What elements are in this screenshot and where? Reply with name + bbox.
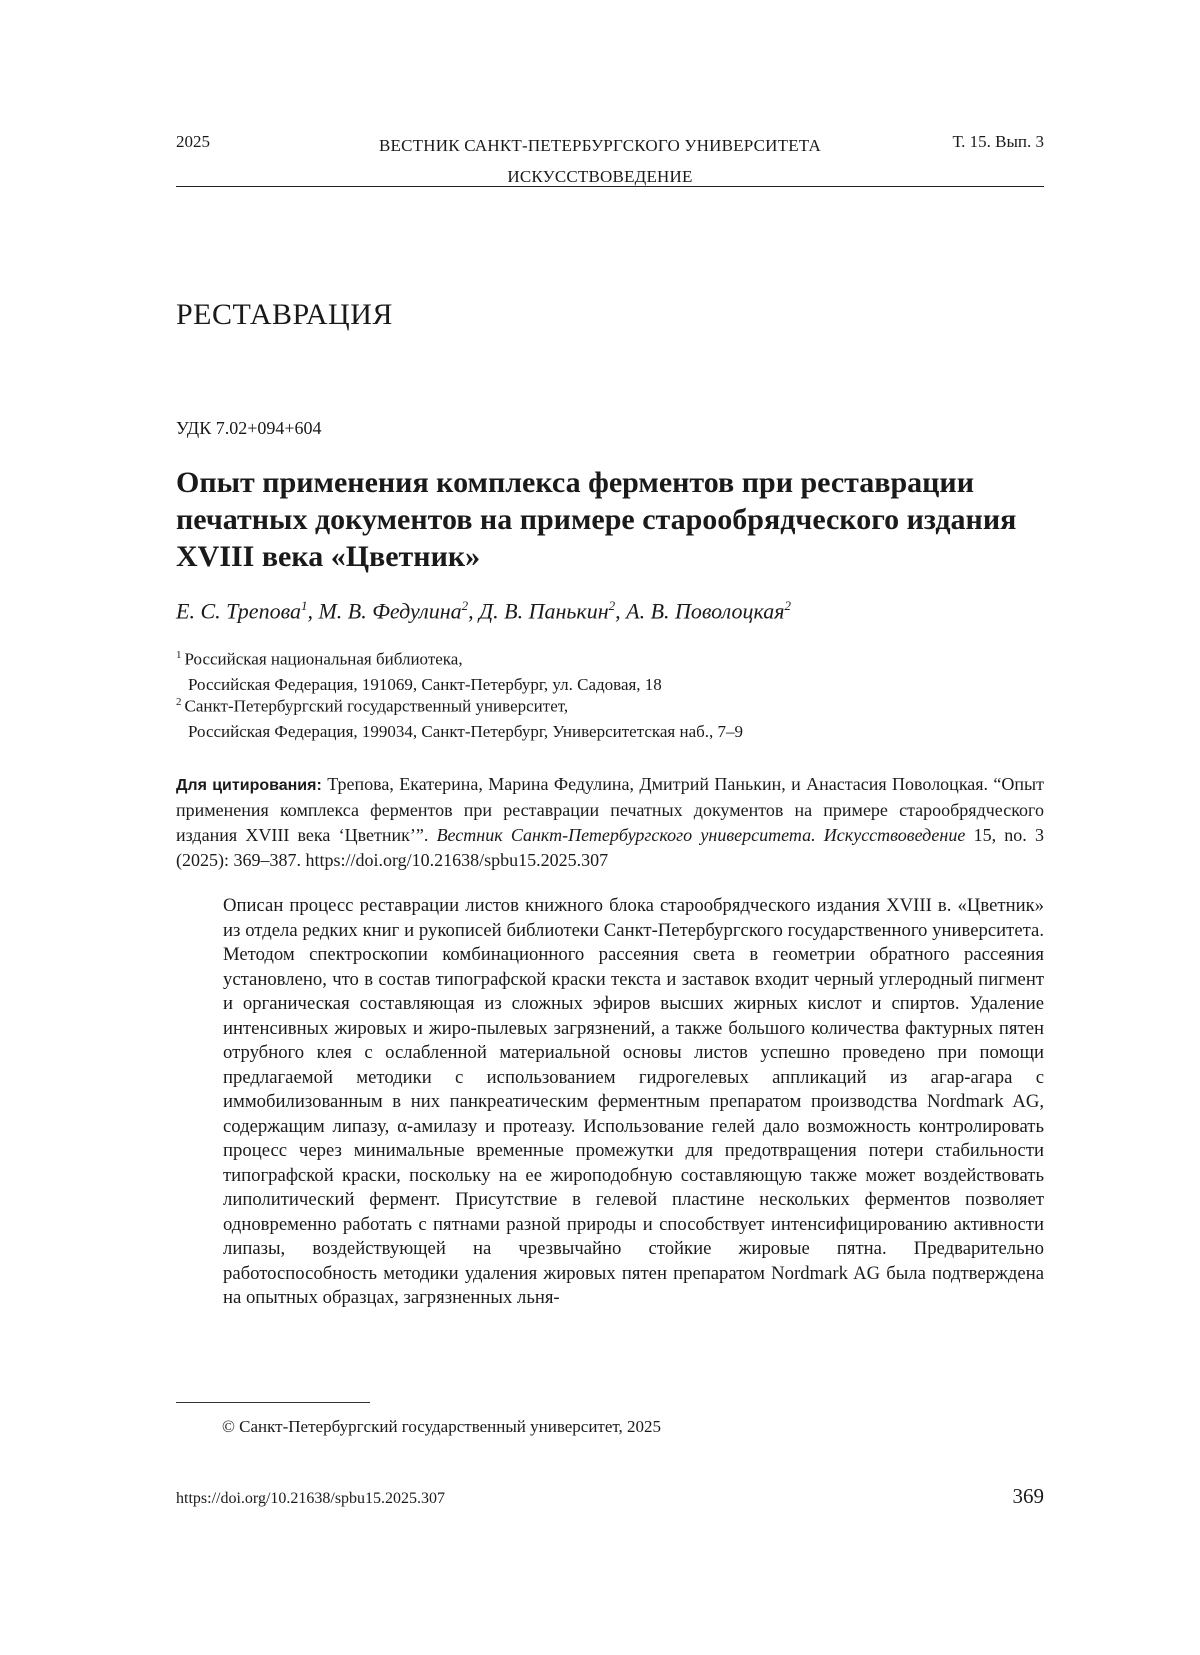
author-affil-ref: 1 [300, 598, 308, 613]
author-affil-ref: 2 [784, 598, 791, 613]
affiliation-org: Санкт-Петербургский государственный университет, [184, 696, 569, 716]
article-title: Опыт применения комплекса ферментов при реставрации печатных документов на примере старообрядческого издания XVIII века «Цветник» [176, 466, 1017, 573]
affiliation [176, 690, 1036, 744]
author-name: А. В. Поволоцкая [626, 598, 785, 624]
footnote-divider [176, 1402, 370, 1403]
author-affil-ref: 2 [608, 598, 616, 613]
author-name: Е. С. Трепова [176, 598, 301, 624]
abstract: Описан процесс реставрации листов книжного блока старообрядческого издания XVIII в. «Цветник» из отдела редких книг и рукописей библиотеки Санкт-Петербургского государственного университета. Методом спектроскопии комбинационного рассеяния света в геометрии обратного рассеяния установлено, что в состав типографской краски текста и заставок входит черный углеродный пигмент и органическая составляющая из сложных эфиров высших жирных кислот и спиртов. Удаление интенсивных жировых и жиро-пылевых загрязнений, а также большого количества фактурных пятен отрубного клея с ослабленной материальной основы листов успешно проведено при помощи предлагаемой методики с использованием гидрогелевых аппликаций из агар-агара с иммобилизованным в них панкреатическим ферментным препаратом производства Nordmark AG, содержащим липазу, α-амилазу и протеазу. Использование гелей дало возможность контролировать процесс через минимальные временные промежутки для предотвращения потери стабильности типографской краски, поскольку на ее жироподобную составляющую также может воздействовать липолитический фермент. Присутствие в гелевой пластине нескольких ферментов позволяет одновременно работать с пятнами разной природы и способствует интенсифицированию активности липазы, воздействующей на чрезвычайно стойкие жировые пятна. Предварительно работоспособность методики удаления жировых пятен препаратом Nordmark AG была подтверждена на опытных образцах, загрязненных льня- [223, 895, 1044, 1308]
udk-code: УДК 7.02+094+604 [176, 418, 322, 438]
author-list: Е. С. Трепова$^1$, М. В. Федулина$^2$, Д. В. Панькин$^2$, А. В. Поволоцкая$^2$ [176, 598, 791, 624]
citation-text: Трепова, Екатерина, Марина Федулина, Дмитрий Панькин, и Анастасия Поволоцкая. “Опыт применения комплекса ферментов при реставрации печатных документов на примере старообрядческого издания XVIII века ‘Цветник’”. [176, 774, 1045, 845]
citation-label: Для цитирования: [176, 777, 322, 794]
affiliation-number: 1 [176, 649, 182, 661]
journal-title-line1: ВЕСТНИК САНКТ-ПЕТЕРБУРГСКОГО УНИВЕРСИТЕТА [379, 136, 821, 155]
author-name: М. В. Федулина [318, 598, 462, 624]
affiliation [176, 643, 1036, 697]
journal-title [300, 130, 900, 192]
header-year: 2025 [176, 132, 210, 151]
journal-title-line2: ИСКУССТВОВЕДЕНИЕ [507, 167, 693, 186]
citation-block [176, 772, 1044, 873]
section-heading: РЕСТАВРАЦИЯ [176, 298, 393, 331]
affiliation-org: Российская национальная библиотека, [184, 649, 463, 669]
header-divider [176, 186, 1044, 187]
affiliation-address: Российская Федерация, 191069, Санкт-Петербург, ул. Садовая, 18 [188, 674, 662, 694]
citation-journal: Вестник Санкт-Петербургского университета. Искусствоведение [436, 825, 966, 845]
copyright-footnote: © Санкт-Петербургский государственный университет, 2025 [222, 1417, 662, 1436]
affiliation-address: Российская Федерация, 199034, Санкт-Петербург, Университетская наб., 7–9 [188, 721, 744, 741]
header-volume: Т. 15. Вып. 3 [952, 132, 1044, 151]
citation-details: 15, no. 3 (2025): 369–387. https://doi.org/10.21638/spbu15.2025.307 [176, 825, 1045, 870]
affiliation-number: 2 [176, 696, 182, 708]
author-name: Д. В. Панькин [479, 598, 609, 624]
author-affil-ref: 2 [461, 598, 469, 613]
footer-doi-link[interactable]: https://doi.org/10.21638/spbu15.2025.307 [176, 1490, 446, 1507]
page-number: 369 [1012, 1484, 1044, 1508]
